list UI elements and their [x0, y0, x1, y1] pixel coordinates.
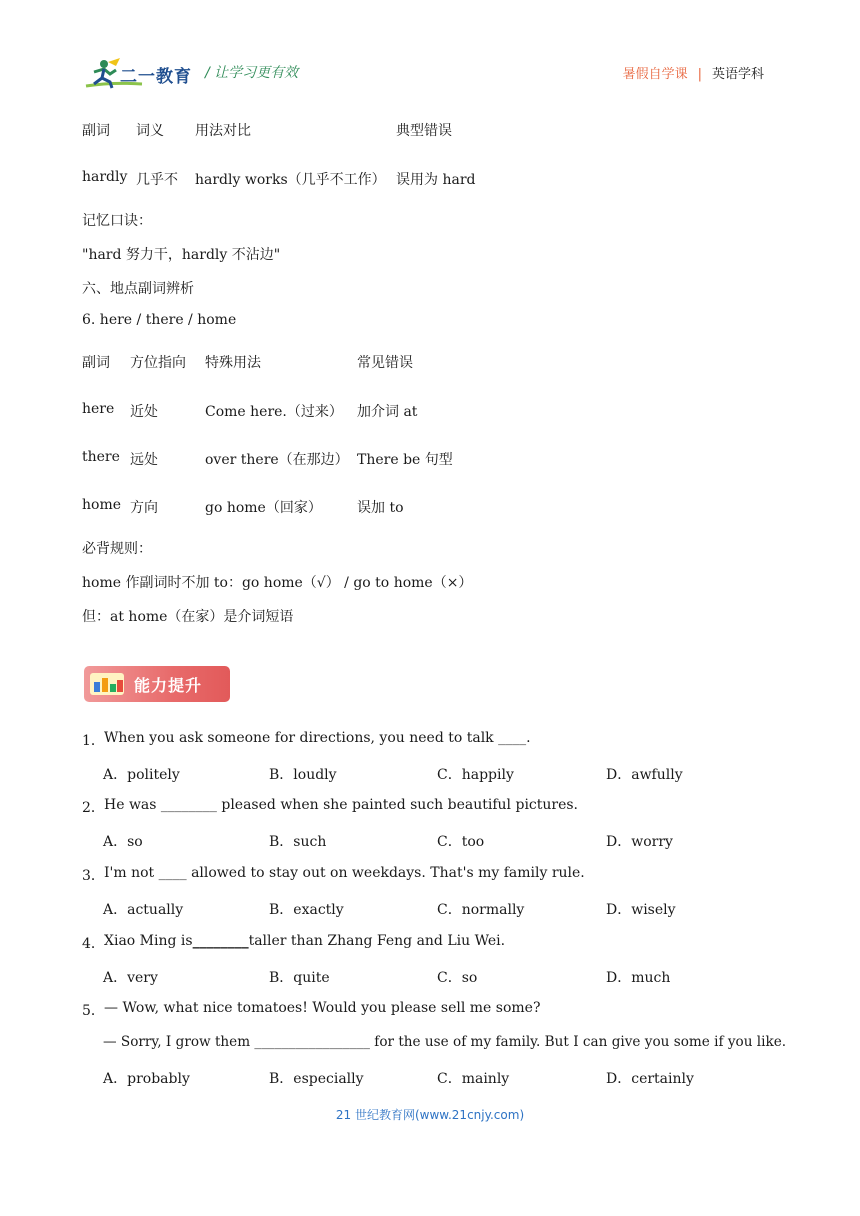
- stem-before: Xiao Ming is: [104, 933, 193, 949]
- answer-blank: ________: [192, 933, 249, 949]
- table2-cell: 远处: [130, 452, 158, 468]
- slogan: / 让学习更有效: [205, 65, 299, 81]
- header-separator: |: [697, 67, 702, 82]
- option-d: D．certainly: [606, 1071, 694, 1087]
- section-banner: [84, 666, 230, 702]
- memory-text: "hard 努力干，hardly 不沾边": [82, 247, 281, 263]
- table1-cell: 几乎不: [136, 172, 178, 188]
- question-number: 1．: [82, 733, 105, 749]
- option-b: B．exactly: [269, 902, 344, 918]
- question-stem: He was ________ pleased when she painted such beautiful pictures.: [104, 797, 579, 813]
- table2-cell: there: [82, 449, 120, 465]
- table2-cell: go home（回家）: [205, 500, 322, 516]
- table1-cell: hardly: [82, 169, 128, 185]
- table1-header-adverb: 副词: [82, 123, 110, 139]
- table2-cell: home: [82, 497, 122, 513]
- option-d: D．awfully: [606, 767, 683, 783]
- option-a: A．so: [103, 834, 143, 850]
- table1-cell: 误用为 hard: [396, 172, 476, 188]
- option-c: C．so: [437, 970, 478, 986]
- option-c: C．too: [437, 834, 485, 850]
- header-course-info: [623, 63, 764, 82]
- table2-cell: 加介词 at: [357, 404, 418, 420]
- question-number: 2．: [82, 800, 105, 816]
- option-a: A．politely: [103, 767, 180, 783]
- option-b: B．loudly: [269, 767, 337, 783]
- option-a: A．probably: [103, 1071, 190, 1087]
- rules-line: home 作副词时不加 to：go home（√） / go to home（×）: [82, 575, 473, 591]
- brand-logo-text: 二一教育: [120, 67, 192, 87]
- table2-cell: 误加 to: [357, 500, 404, 516]
- table1-cell: hardly works（几乎不工作）: [195, 172, 386, 188]
- table2-cell: here: [82, 401, 115, 417]
- stem-after: taller than Zhang Feng and Liu Wei.: [248, 933, 506, 949]
- question-stem: When you ask someone for directions, you need to talk ____.: [104, 730, 531, 746]
- table1-header-usage: 用法对比: [195, 123, 251, 139]
- table2-header-direction: 方位指向: [130, 355, 186, 371]
- option-d: D．wisely: [606, 902, 676, 918]
- option-c: C．normally: [437, 902, 525, 918]
- option-a: A．very: [103, 970, 158, 986]
- option-b: B．such: [269, 834, 327, 850]
- table2-cell: over there（在那边）: [205, 452, 349, 468]
- table2-header-error: 常见错误: [357, 355, 413, 371]
- course-label: 暑假自学课: [622, 67, 688, 82]
- section-heading: 六、地点副词辨析: [82, 281, 194, 297]
- option-b: B．quite: [269, 970, 330, 986]
- table1-header-error: 典型错误: [396, 123, 452, 139]
- option-d: D．worry: [606, 834, 673, 850]
- banner-label: 能力提升: [134, 676, 203, 695]
- question-number: 5．: [82, 1003, 105, 1019]
- question-stem: — Wow, what nice tomatoes! Would you please sell me some?: [104, 1000, 541, 1016]
- footer-source[interactable]: 21 世纪教育网(www.21cnjy.com): [335, 1108, 525, 1122]
- option-b: B．especially: [269, 1071, 364, 1087]
- question-number: 3．: [82, 868, 105, 884]
- table2-header-special: 特殊用法: [205, 355, 261, 371]
- table2-cell: 方向: [130, 500, 158, 516]
- table2-cell: Come here.（过来）: [205, 404, 343, 420]
- memory-title: 记忆口诀：: [82, 213, 152, 229]
- table1-header-meaning: 词义: [136, 123, 164, 139]
- section-subheading: 6. here / there / home: [82, 312, 237, 328]
- option-a: A．actually: [103, 902, 184, 918]
- table2-header-adverb: 副词: [82, 355, 110, 371]
- option-d: D．much: [606, 970, 671, 986]
- subject-label: 英语学科: [711, 67, 764, 82]
- question-number: 4．: [82, 936, 105, 952]
- option-c: C．happily: [437, 767, 514, 783]
- table2-cell: There be 句型: [357, 452, 453, 468]
- rules-title: 必背规则：: [82, 541, 152, 557]
- table2-cell: 近处: [130, 404, 158, 420]
- question-stem-reply: — Sorry, I grow them _________________ for the use of my family. But I can give you some if you like.: [103, 1034, 787, 1050]
- question-stem: [104, 933, 505, 949]
- question-stem: I'm not ____ allowed to stay out on weekdays. That's my family rule.: [104, 865, 585, 881]
- building-blocks-icon: [90, 673, 124, 695]
- option-c: C．mainly: [437, 1071, 510, 1087]
- rules-line: 但：at home（在家）是介词短语: [82, 609, 294, 625]
